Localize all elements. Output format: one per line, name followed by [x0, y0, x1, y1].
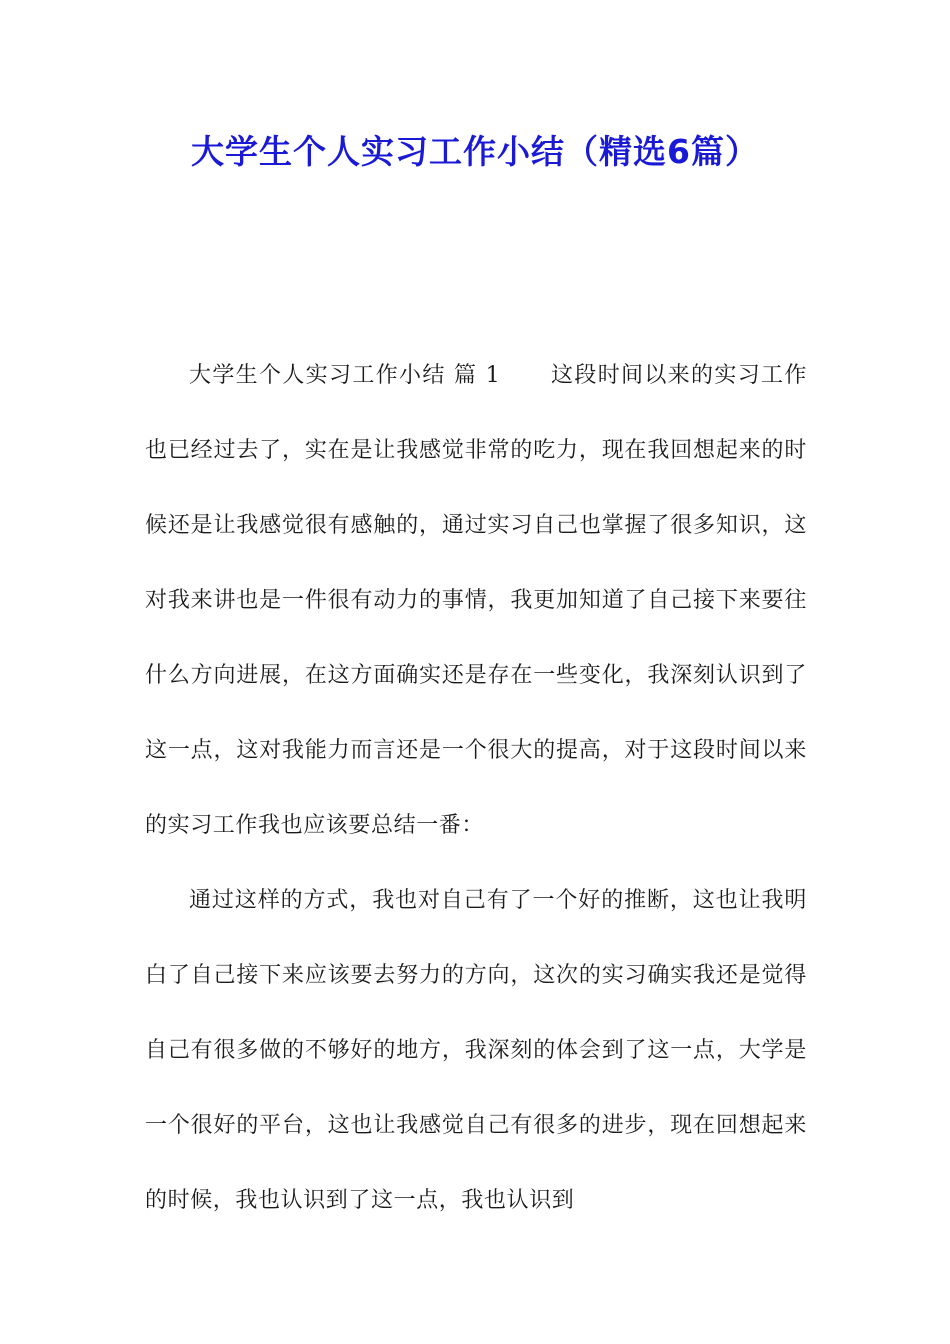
document-body — [145, 338, 807, 1238]
paragraph-1 — [145, 338, 807, 863]
paragraph-2 — [145, 863, 807, 1238]
document-title: 大学生个人实习工作小结（精选6篇） — [191, 132, 759, 171]
paragraph-2-text: 通过这样的方式，我也对自己有了一个好的推断，这也让我明白了自己接下来应该要去努力的方向，这次的实习确实我还是觉得自己有很多做的不够好的地方，我深刻的体会到了这一点，大学是一个很好的平台，这也让我感觉自己有很多的进步，现在回想起来的时候，我也认识到了这一点，我也认识到 — [145, 888, 807, 1213]
section-heading: 大学生个人实习工作小结 篇 1 — [189, 363, 501, 388]
paragraph-1-text: 这段时间以来的实习工作也已经过去了，实在是让我感觉非常的吃力，现在我回想起来的时候还是让我感觉很有感触的，通过实习自己也掌握了很多知识，这对我来讲也是一件很有动力的事情，我更加知道了自己接下来要往什么方向进展，在这方面确实还是存在一些变化，我深刻认识到了这一点，这对我能力而言还是一个很大的提高，对于这段时间以来的实习工作我也应该要总结一番： — [145, 363, 807, 838]
